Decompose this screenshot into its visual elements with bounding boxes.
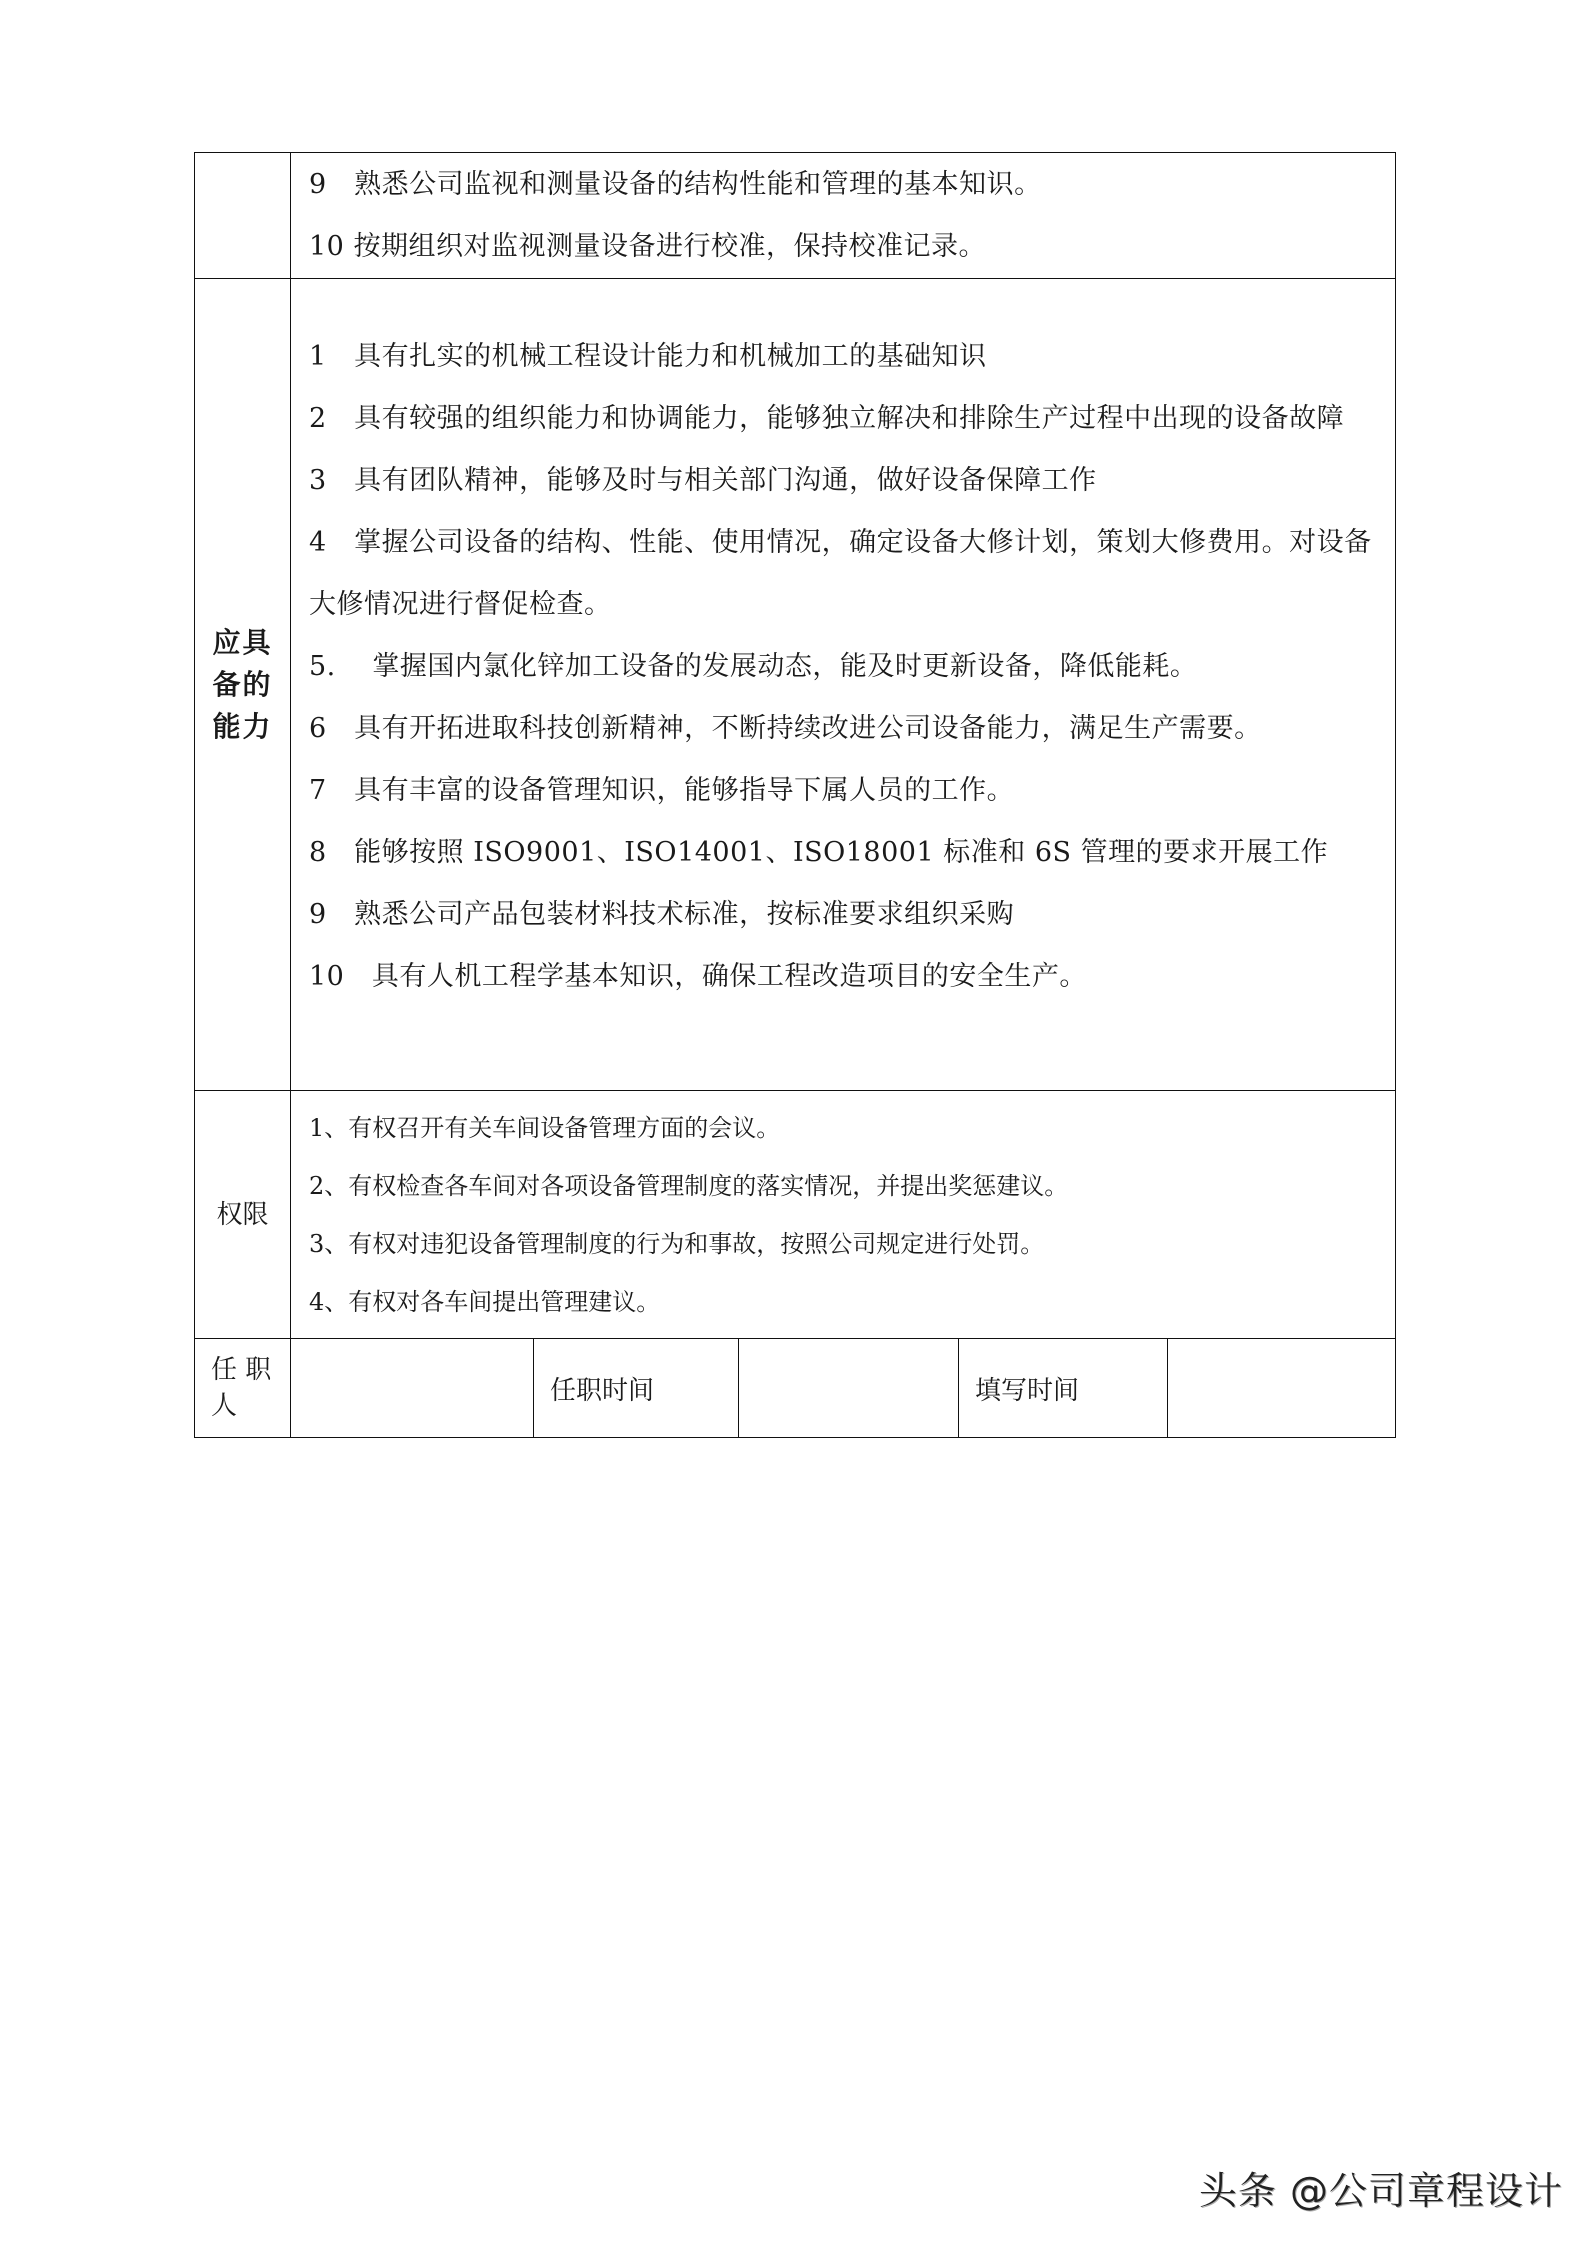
duties-continued-row bbox=[195, 153, 1396, 279]
ability-item-1: 1 具有扎实的机械工程设计能力和机械加工的基础知识 bbox=[309, 340, 987, 372]
ability-item-6: 6 具有开拓进取科技创新精神，不断持续改进公司设备能力，满足生产需要。 bbox=[309, 712, 1262, 744]
position-holder-value[interactable] bbox=[291, 1339, 534, 1438]
ability-item-9: 9 熟悉公司产品包装材料技术标准，按标准要求组织采购 bbox=[309, 898, 1015, 930]
ability-item-7: 7 具有丰富的设备管理知识，能够指导下属人员的工作。 bbox=[309, 774, 1015, 806]
abilities-list bbox=[309, 322, 1395, 1048]
source-watermark: 头条 @公司章程设计 bbox=[1198, 2169, 1563, 2213]
ability-item-2: 2 具有较强的组织能力和协调能力，能够独立解决和排除生产过程中出现的设备故障 bbox=[309, 402, 1345, 434]
ability-item-5: 5. 掌握国内氯化锌加工设备的发展动态，能及时更新设备，降低能耗。 bbox=[309, 650, 1198, 682]
authority-row bbox=[195, 1091, 1396, 1339]
signature-row bbox=[195, 1339, 1396, 1438]
tenure-value[interactable] bbox=[739, 1339, 959, 1438]
job-description-table bbox=[194, 152, 1396, 1438]
duty-item-10: 10 按期组织对监视测量设备进行校准，保持校准记录。 bbox=[309, 230, 986, 262]
position-holder-label: 任 职人 bbox=[195, 1339, 291, 1438]
ability-item-3: 3 具有团队精神，能够及时与相关部门沟通，做好设备保障工作 bbox=[309, 464, 1097, 496]
authority-item-3: 3、有权对违犯设备管理制度的行为和事故，按照公司规定进行处罚。 bbox=[309, 1229, 1045, 1258]
authority-label: 权限 bbox=[195, 1091, 291, 1339]
tenure-label: 任职时间 bbox=[534, 1339, 739, 1438]
ability-item-4: 4 掌握公司设备的结构、性能、使用情况，确定设备大修计划，策划大修费用。对设备大修情况进行督促检查。 bbox=[309, 526, 1372, 620]
ability-item-8: 8 能够按照 ISO9001、ISO14001、ISO18001 标准和 6S 管理的要求开展工作 bbox=[309, 836, 1329, 868]
authority-item-2: 2、有权检查各车间对各项设备管理制度的落实情况，并提出奖惩建议。 bbox=[309, 1171, 1069, 1200]
duties-content-cell bbox=[291, 153, 1396, 279]
ability-item-10: 10 具有人机工程学基本知识，确保工程改造项目的安全生产。 bbox=[309, 960, 1087, 992]
authority-content-cell bbox=[291, 1091, 1396, 1339]
abilities-content-cell bbox=[291, 279, 1396, 1091]
fill-date-value[interactable] bbox=[1168, 1339, 1396, 1438]
abilities-row bbox=[195, 279, 1396, 1091]
duty-item-9: 9 熟悉公司监视和测量设备的结构性能和管理的基本知识。 bbox=[309, 168, 1042, 200]
authority-item-1: 1、有权召开有关车间设备管理方面的会议。 bbox=[309, 1113, 781, 1142]
authority-item-4: 4、有权对各车间提出管理建议。 bbox=[309, 1287, 661, 1316]
abilities-label: 应具备的能力 bbox=[195, 279, 291, 1091]
duties-label-cell bbox=[195, 153, 291, 279]
fill-date-label: 填写时间 bbox=[959, 1339, 1168, 1438]
